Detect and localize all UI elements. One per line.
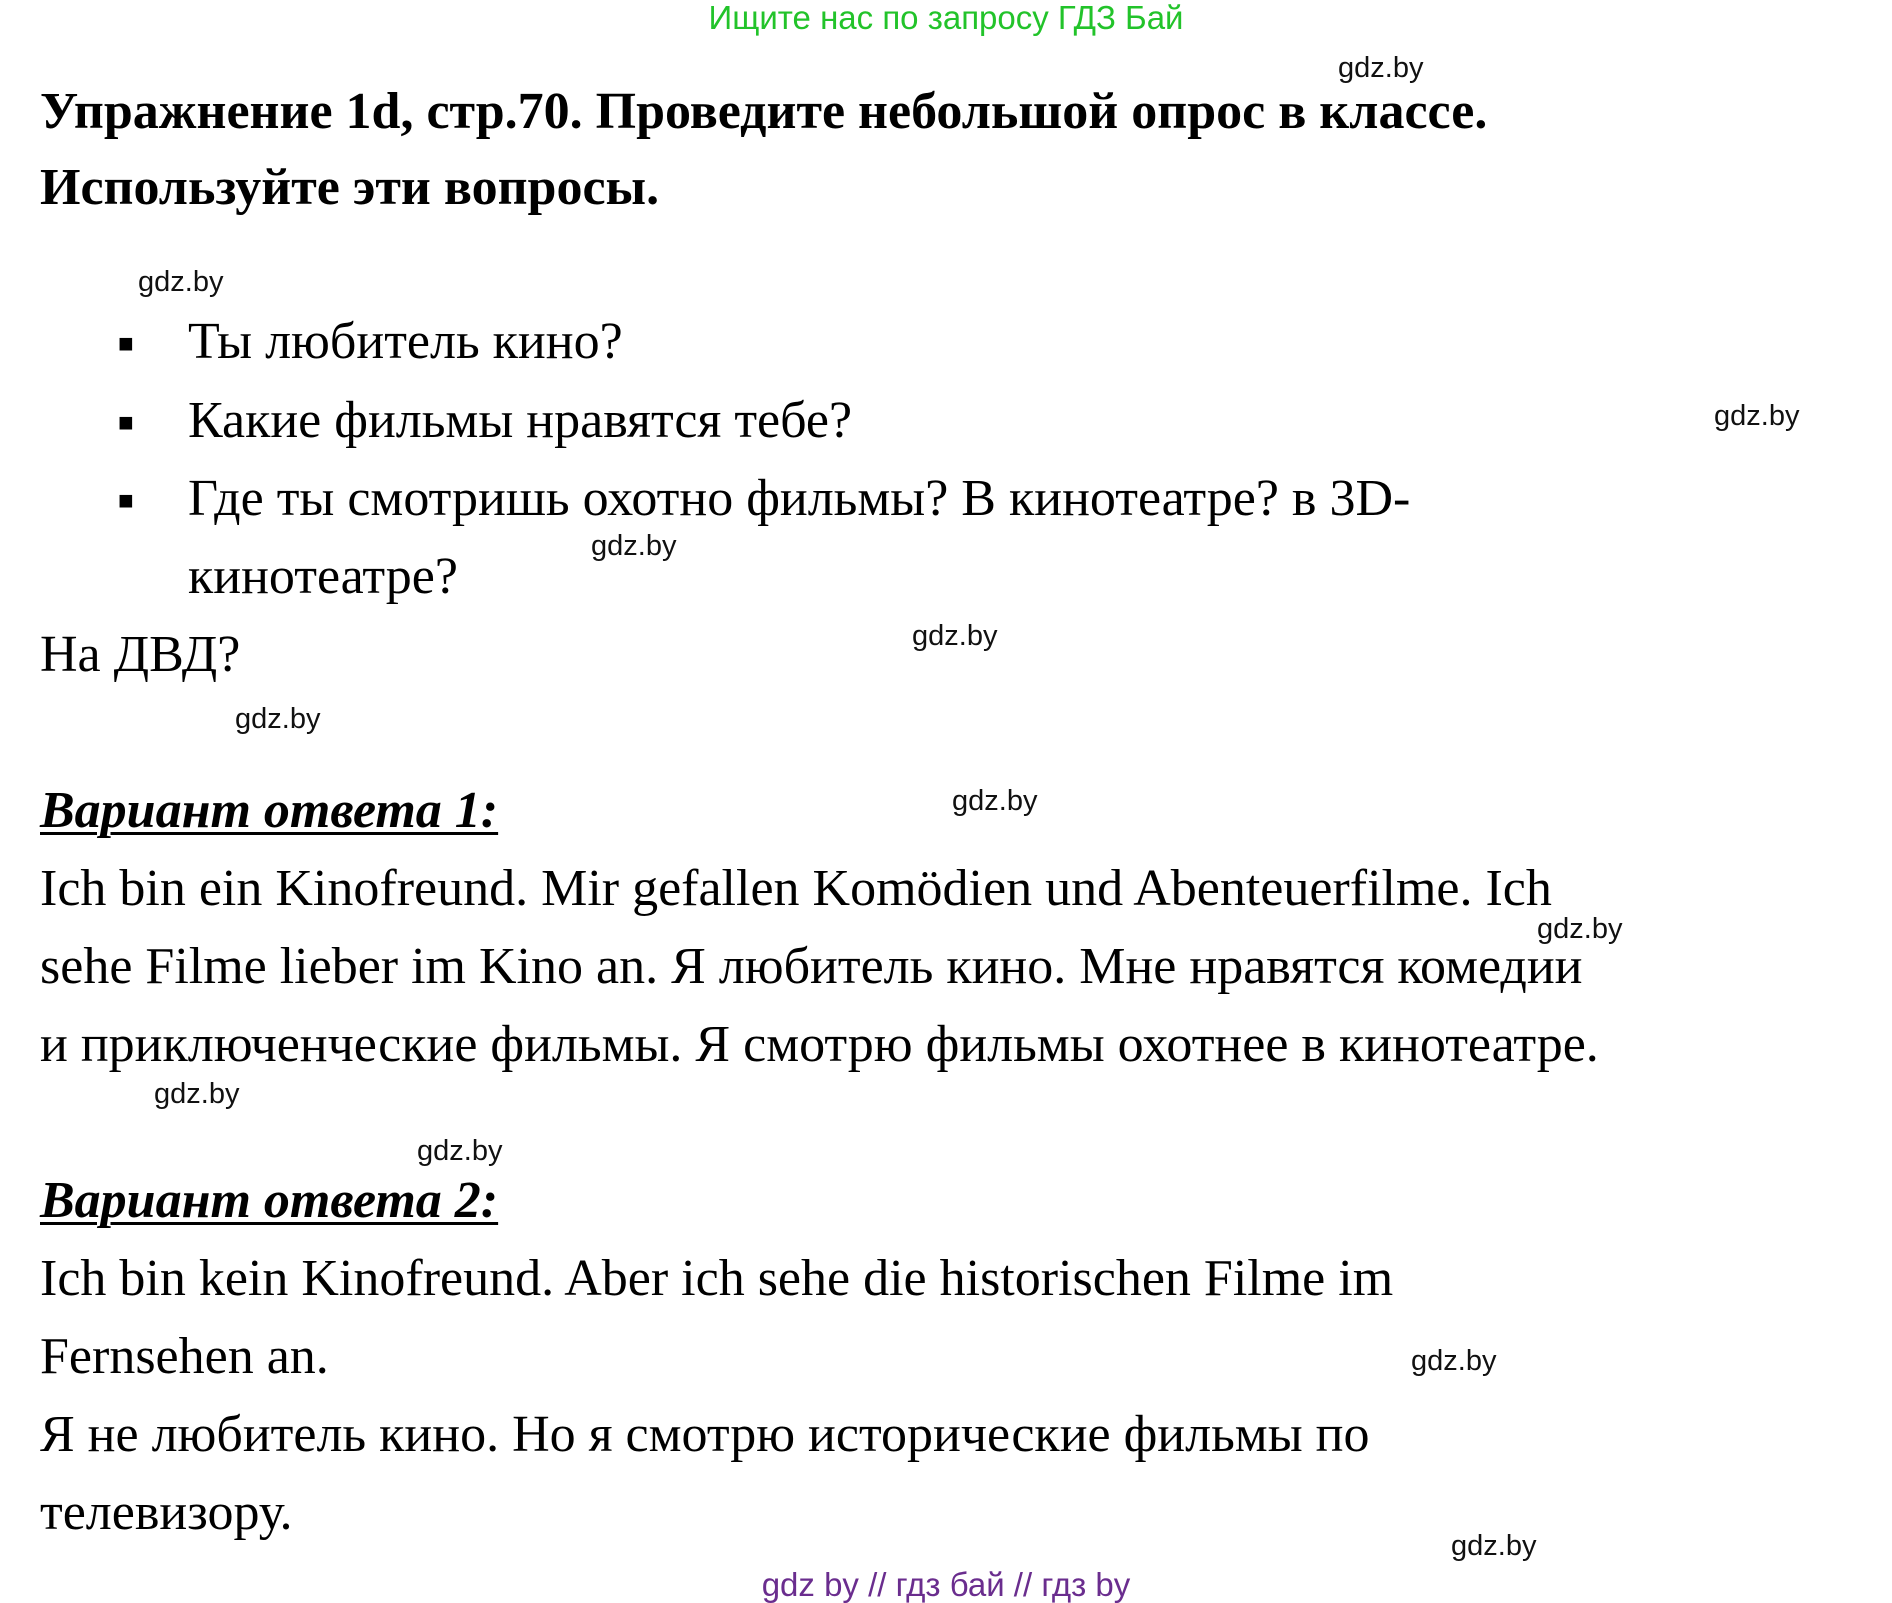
bullet-icon: ■ <box>118 486 134 515</box>
watermark: gdz.by <box>1537 913 1623 945</box>
answer-2-line: Я не любитель кино. Но я смотрю исторические фильмы по <box>40 1406 1370 1463</box>
question-3-continuation: кинотеатре? <box>188 548 458 605</box>
bullet-icon: ■ <box>118 408 134 437</box>
answer-2-line: телевизору. <box>40 1484 293 1541</box>
question-3: Где ты смотришь охотно фильмы? В кинотеатре? в 3D- <box>188 470 1411 527</box>
answer-1-heading: Вариант ответа 1: <box>40 782 499 839</box>
bullet-icon: ■ <box>118 329 134 358</box>
answer-1-line: sehe Filme lieber im Kino an. Я любитель кино. Мне нравятся комедии <box>40 938 1583 995</box>
answer-2-line: Fernsehen an. <box>40 1328 329 1385</box>
watermark: gdz.by <box>912 620 998 652</box>
watermark: gdz.by <box>1338 52 1424 84</box>
watermark: gdz.by <box>235 703 321 735</box>
question-4: На ДВД? <box>40 626 241 683</box>
watermark: gdz.by <box>1411 1345 1497 1377</box>
watermark: gdz.by <box>1714 400 1800 432</box>
watermark: gdz.by <box>1451 1530 1537 1562</box>
question-1: Ты любитель кино? <box>188 313 623 370</box>
answer-2-heading: Вариант ответа 2: <box>40 1172 499 1229</box>
exercise-title-line2: Используйте эти вопросы. <box>40 159 660 216</box>
watermark: gdz.by <box>417 1135 503 1167</box>
answer-2-line: Ich bin kein Kinofreund. Aber ich sehe die historischen Filme im <box>40 1250 1394 1307</box>
exercise-title: Упражнение 1d, стр.70. Проведите небольшой опрос в классе. <box>40 83 1488 140</box>
watermark: gdz.by <box>952 785 1038 817</box>
watermark: gdz.by <box>138 266 224 298</box>
answer-1-line: Ich bin ein Kinofreund. Mir gefallen Komödien und Abenteuerfilme. Ich <box>40 860 1552 917</box>
footer-links[interactable]: gdz by // гдз бай // гдз by <box>761 1566 1131 1603</box>
question-2: Какие фильмы нравятся тебе? <box>188 392 853 449</box>
watermark: gdz.by <box>591 530 677 562</box>
watermark: gdz.by <box>154 1078 240 1110</box>
promo-banner[interactable]: Ищите нас по запросу ГДЗ Бай <box>708 0 1184 36</box>
answer-1-line: и приключенческие фильмы. Я смотрю фильмы охотнее в кинотеатре. <box>40 1016 1599 1073</box>
